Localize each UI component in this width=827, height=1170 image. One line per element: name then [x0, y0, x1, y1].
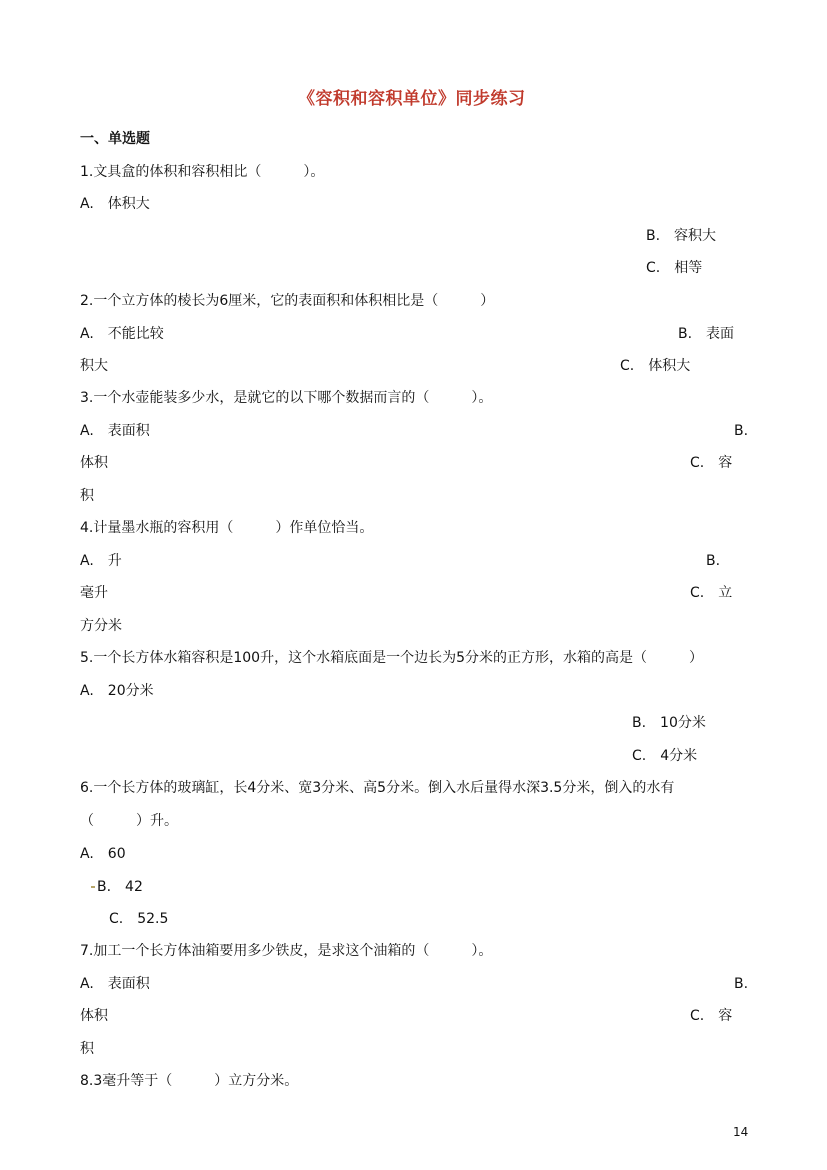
question-7-option-b-wrap: 体积	[80, 1008, 108, 1024]
question-1-option-b[interactable]: B. 容积大	[646, 228, 717, 244]
question-7-option-c[interactable]: C. 容	[690, 1008, 733, 1024]
question-5-option-b[interactable]: B. 10分米	[632, 715, 706, 731]
question-2-option-b-wrap: 积大	[80, 358, 108, 374]
question-6-stem-wrap: （ ）升。	[80, 813, 178, 829]
question-2-option-b[interactable]: B. 表面	[678, 326, 735, 342]
question-5-option-c[interactable]: C. 4分米	[632, 748, 698, 764]
question-4-stem: 4.计量墨水瓶的容积用（ ）作单位恰当。	[80, 520, 374, 536]
question-3-stem: 3.一个水壶能装多少水，是就它的以下哪个数据而言的（ ）。	[80, 390, 493, 406]
question-1-stem: 1.文具盒的体积和容积相比（ ）。	[80, 164, 325, 180]
question-1-option-c[interactable]: C. 相等	[646, 260, 703, 276]
question-3-option-c[interactable]: C. 容	[690, 455, 733, 471]
question-4-option-c-wrap: 方分米	[80, 618, 122, 634]
question-3-option-a[interactable]: A. 表面积	[80, 423, 150, 439]
question-4-option-c[interactable]: C. 立	[690, 585, 733, 601]
question-7-option-b[interactable]: B.	[734, 976, 749, 992]
question-6-option-a[interactable]: A. 60	[80, 846, 126, 862]
question-3-option-c-wrap: 积	[80, 488, 94, 504]
question-7-stem: 7.加工一个长方体油箱要用多少铁皮，是求这个油箱的（ ）。	[80, 943, 493, 959]
question-6-stem: 6.一个长方体的玻璃缸，长4分米、宽3分米、高5分米。倒入水后量得水深3.5分米，倒入的水有	[80, 780, 675, 796]
question-5-option-a[interactable]: A. 20分米	[80, 683, 154, 699]
question-3-option-b[interactable]: B.	[734, 423, 749, 439]
question-4-option-b-wrap: 毫升	[80, 585, 108, 601]
question-5-stem: 5.一个长方体水箱容积是100升，这个水箱底面是一个边长为5分米的正方形，水箱的高是（ ）	[80, 650, 703, 666]
question-6-option-b[interactable]: B. 42	[97, 879, 143, 895]
question-4-option-b[interactable]: B.	[706, 553, 721, 569]
stray-mark	[91, 886, 95, 888]
question-3-option-b-wrap: 体积	[80, 455, 108, 471]
document-title: 《容积和容积单位》同步练习	[298, 89, 526, 109]
question-6-option-c[interactable]: C. 52.5	[109, 911, 169, 927]
question-2-stem: 2.一个立方体的棱长为6厘米，它的表面积和体积相比是（ ）	[80, 293, 495, 309]
question-4-option-a[interactable]: A. 升	[80, 553, 122, 569]
question-2-option-a[interactable]: A. 不能比较	[80, 326, 164, 342]
question-8-stem: 8.3毫升等于（ ）立方分米。	[80, 1073, 299, 1089]
section-heading: 一、单选题	[80, 131, 150, 147]
question-7-option-c-wrap: 积	[80, 1041, 94, 1057]
question-1-option-a[interactable]: A. 体积大	[80, 196, 150, 212]
page-number: 14	[733, 1125, 749, 1139]
question-2-option-c[interactable]: C. 体积大	[620, 358, 691, 374]
question-7-option-a[interactable]: A. 表面积	[80, 976, 150, 992]
